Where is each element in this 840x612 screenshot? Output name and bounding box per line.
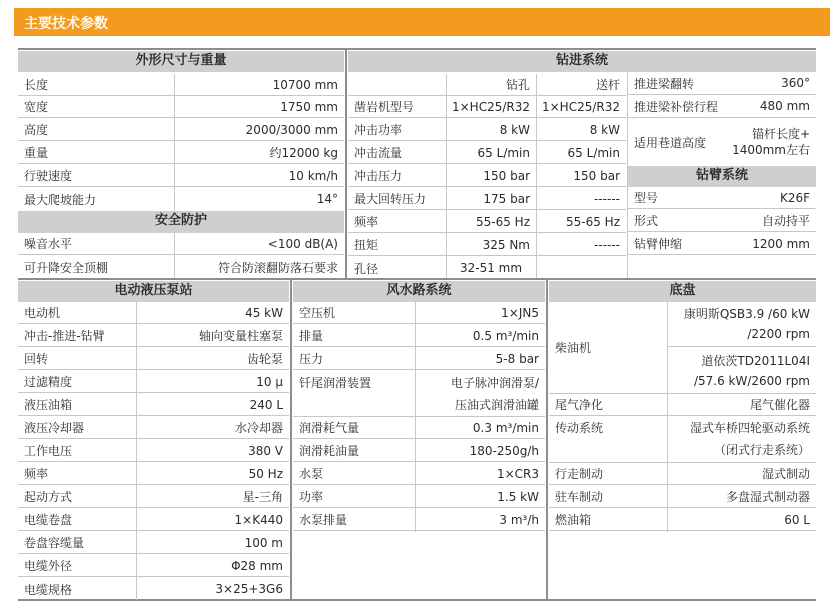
row-value: 湿式制动 (761, 467, 810, 481)
row-value: 380 V (248, 443, 283, 458)
row-value: K26F (779, 190, 810, 205)
table-row (549, 509, 816, 531)
dims-table (18, 74, 344, 211)
row-label: 排量 (299, 329, 324, 343)
row-value: 自动持平 (761, 214, 810, 228)
col-header-drilling: 钻孔 (505, 78, 530, 92)
table-row (18, 555, 289, 577)
column-divider (536, 74, 537, 278)
row-label: 推进梁补偿行程 (634, 99, 719, 114)
top-rule (18, 48, 816, 50)
table-row (18, 578, 289, 600)
row-label: 频率 (24, 467, 49, 481)
row-value: 约12000 kg (269, 146, 338, 160)
table-row (293, 302, 545, 324)
table-row (18, 74, 344, 96)
row-value-rod-feed: 55-65 Hz (565, 214, 620, 229)
table-row (293, 417, 545, 439)
safety-table (18, 233, 344, 278)
drill-table (348, 74, 626, 278)
row-label: 最大回转压力 (354, 192, 427, 206)
row-value: 1750 mm (280, 99, 338, 114)
table-row (348, 96, 626, 118)
row-label: 电缆外径 (24, 559, 73, 573)
row-value: 水冷却器 (234, 421, 283, 435)
row-value-rod-feed: ------ (594, 237, 620, 252)
row-label: 润滑耗气量 (299, 421, 360, 435)
page-title: 主要技术参数 (24, 16, 108, 32)
feed-table (628, 72, 816, 166)
row-label: 燃油箱 (555, 513, 592, 527)
chassis-title: 底盘 (549, 281, 816, 302)
table-row (348, 165, 626, 187)
row-value: 180-250g/h (469, 443, 539, 458)
row-label: 噪音水平 (24, 237, 73, 251)
table-row (18, 188, 344, 210)
value-line: /2200 rpm (747, 327, 810, 341)
air-title: 风水路系统 (293, 281, 545, 302)
row-value-drilling: 150 bar (483, 168, 530, 183)
column-divider (415, 302, 416, 532)
row-label: 宽度 (24, 100, 49, 114)
table-row (549, 302, 816, 394)
row-label: 冲击-推进-钻臂 (24, 329, 105, 343)
table-row (293, 463, 545, 485)
divider-dims-drill (345, 48, 347, 280)
row-value-rod-feed: 65 L/min (567, 145, 620, 160)
table-row (348, 188, 626, 210)
table-row (18, 486, 289, 508)
table-row (18, 348, 289, 370)
row-label: 功率 (299, 490, 324, 504)
row-label: 高度 (24, 123, 49, 137)
table-row (628, 95, 816, 118)
table-row (348, 257, 626, 279)
chassis-table (549, 302, 816, 534)
row-value-drilling: 1×HC25/R32 (451, 99, 530, 114)
table-row (628, 210, 816, 232)
table-row (18, 302, 289, 324)
row-value: 尾气催化器 (749, 398, 810, 412)
boom-table (628, 187, 816, 278)
row-label: 空压机 (299, 306, 336, 320)
table-row (348, 142, 626, 164)
row-value-drilling: 55-65 Hz (475, 214, 530, 229)
row-label: 尾气净化 (555, 398, 604, 412)
value-line: 1400mm左右 (732, 143, 810, 157)
row-value (718, 118, 816, 166)
engine-value-cummins (667, 302, 816, 347)
value-line: （闭式行走系统） (713, 443, 810, 457)
row-label: 水泵 (299, 467, 324, 481)
row-label: 润滑耗油量 (299, 444, 360, 458)
row-label: 可升降安全顶棚 (24, 260, 109, 275)
row-label: 卷盘容缆量 (24, 536, 85, 550)
row-label: 驻车制动 (555, 490, 604, 504)
divider-air-chassis (546, 278, 548, 601)
row-value: 50 Hz (248, 466, 283, 481)
row-value: 360° (781, 76, 810, 90)
drill-title: 钻进系统 (348, 51, 816, 72)
row-label: 起动方式 (24, 490, 73, 504)
boom-title: 钻臂系统 (628, 166, 816, 187)
row-label: 过滤精度 (24, 375, 73, 389)
row-value: 多盘湿式制动器 (725, 490, 810, 504)
row-value: 1×JN5 (501, 305, 539, 320)
value-line: 电子脉冲润滑泵/ (450, 375, 539, 390)
row-value: 480 mm (759, 99, 810, 113)
row-label: 扭矩 (354, 238, 379, 252)
table-row (348, 234, 626, 256)
row-value: 100 m (244, 535, 283, 550)
table-row (549, 394, 816, 416)
row-value-drilling: 325 Nm (482, 237, 530, 252)
row-value-drilling: 175 bar (483, 191, 530, 206)
row-value: 0.5 m³/min (472, 328, 539, 343)
row-label: 液压冷却器 (24, 421, 85, 435)
row-label: 冲击功率 (354, 123, 403, 137)
row-value: <100 dB(A) (267, 236, 338, 251)
pump-title: 电动液压泵站 (18, 281, 289, 302)
row-value: 10 μ (256, 374, 283, 389)
table-row (18, 394, 289, 416)
row-value: 1×K440 (234, 512, 283, 527)
table-row (549, 486, 816, 508)
row-label: 型号 (634, 191, 659, 205)
table-row (628, 187, 816, 209)
row-label: 液压油箱 (24, 398, 73, 412)
column-divider (136, 302, 137, 600)
col-header-rod-feed: 送杆 (595, 78, 620, 92)
row-value: 1200 mm (752, 236, 810, 251)
table-row (18, 509, 289, 531)
air-table (293, 302, 545, 532)
value-line: /57.6 kW/2600 rpm (693, 373, 810, 388)
row-value: 240 L (249, 397, 283, 412)
table-row (628, 233, 816, 255)
table-row (18, 96, 344, 118)
table-row (18, 440, 289, 462)
row-label: 形式 (634, 214, 659, 228)
row-value: 0.3 m³/min (472, 420, 539, 435)
value-line: 康明斯QSB3.9 /60 kW (683, 307, 810, 321)
table-row (18, 165, 344, 187)
column-divider (667, 302, 668, 532)
row-value-rod-feed: 8 kW (589, 122, 620, 137)
row-value: 3×25+3G6 (215, 582, 283, 596)
row-label: 行驶速度 (24, 169, 73, 183)
row-label: 重量 (24, 146, 49, 160)
column-divider (446, 74, 447, 278)
row-value: 45 kW (245, 305, 283, 320)
row-value: Φ28 mm (231, 558, 283, 573)
table-row (18, 233, 344, 255)
row-label: 钻臂伸缩 (634, 237, 683, 251)
row-label: 电缆规格 (24, 582, 73, 597)
row-value-rod-feed: ------ (594, 191, 620, 206)
header-bar (14, 8, 830, 36)
row-label: 传动系统 (555, 421, 604, 435)
row-label: 最大爬坡能力 (24, 192, 97, 207)
row-label: 柴油机 (555, 341, 592, 355)
row-label: 长度 (24, 78, 49, 92)
row-value: 轴向变量柱塞泵 (198, 329, 283, 343)
table-row (549, 463, 816, 485)
row-value: 60 L (784, 512, 810, 527)
table-row (18, 119, 344, 141)
row-label: 水泵排量 (299, 513, 348, 527)
table-row (18, 463, 289, 485)
row-value-drilling: 8 kW (499, 122, 530, 137)
table-row (293, 371, 545, 417)
table-row (293, 486, 545, 508)
value-line: 锚杆长度+ (751, 127, 810, 141)
row-value-drilling: 32-51 mm (459, 261, 523, 275)
value-line: 道依茨TD2011L04I (701, 353, 810, 368)
row-value: 10700 mm (272, 77, 338, 92)
row-value: 14° (316, 192, 338, 206)
row-value: 2000/3000 mm (245, 122, 338, 137)
table-row (293, 509, 545, 531)
row-value: 1.5 kW (497, 489, 539, 504)
table-row (293, 325, 545, 347)
safety-title: 安全防护 (18, 211, 344, 233)
table-row (348, 74, 626, 96)
row-label: 钎尾润滑装置 (299, 376, 372, 390)
row-label: 行走制动 (555, 467, 604, 481)
divider-pump-air (290, 278, 292, 601)
row-value: 10 km/h (288, 168, 338, 183)
row-label: 频率 (354, 215, 379, 229)
row-label: 工作电压 (24, 444, 73, 458)
row-label: 电动机 (24, 306, 61, 320)
row-value: 星-三角 (242, 490, 283, 504)
row-label: 压力 (299, 352, 324, 366)
row-label: 凿岩机型号 (354, 100, 415, 114)
table-row (18, 256, 344, 278)
row-label: 推进梁翻转 (634, 76, 695, 91)
table-row (628, 72, 816, 95)
table-row (293, 440, 545, 462)
row-value: 符合防滚翻防落石要求 (217, 260, 338, 275)
row-value: 5-8 bar (495, 351, 539, 366)
table-row (18, 325, 289, 347)
table-row (293, 348, 545, 370)
row-value-drilling: 65 L/min (477, 145, 530, 160)
row-value-rod-feed (536, 257, 626, 279)
table-row (549, 416, 816, 463)
table-row (18, 417, 289, 439)
column-divider (174, 74, 175, 211)
row-label: 冲击压力 (354, 169, 403, 183)
row-value (415, 371, 545, 416)
row-label: 回转 (24, 352, 49, 366)
row-label: 适用巷道高度 (634, 135, 707, 150)
dims-title: 外形尺寸与重量 (18, 51, 344, 72)
column-divider (174, 233, 175, 278)
row-value-rod-feed: 150 bar (573, 168, 620, 183)
row-value (667, 416, 816, 462)
table-row (18, 142, 344, 164)
table-row (18, 532, 289, 554)
table-row (18, 371, 289, 393)
row-label: 冲击流量 (354, 146, 403, 160)
value-line: 湿式车桥四轮驱动系统 (689, 421, 810, 435)
engine-value-deutz (667, 348, 816, 393)
table-row (628, 118, 816, 166)
row-label: 孔径 (354, 261, 379, 276)
table-row (348, 119, 626, 141)
pump-table (18, 302, 289, 600)
value-line: 压油式润滑油罐 (454, 397, 539, 412)
table-row (348, 211, 626, 233)
row-label: 电缆卷盘 (24, 513, 73, 527)
row-value: 3 m³/h (499, 512, 539, 527)
row-value: 1×CR3 (496, 466, 539, 481)
row-value-rod-feed: 1×HC25/R32 (541, 99, 620, 114)
row-value: 齿轮泵 (246, 352, 283, 366)
